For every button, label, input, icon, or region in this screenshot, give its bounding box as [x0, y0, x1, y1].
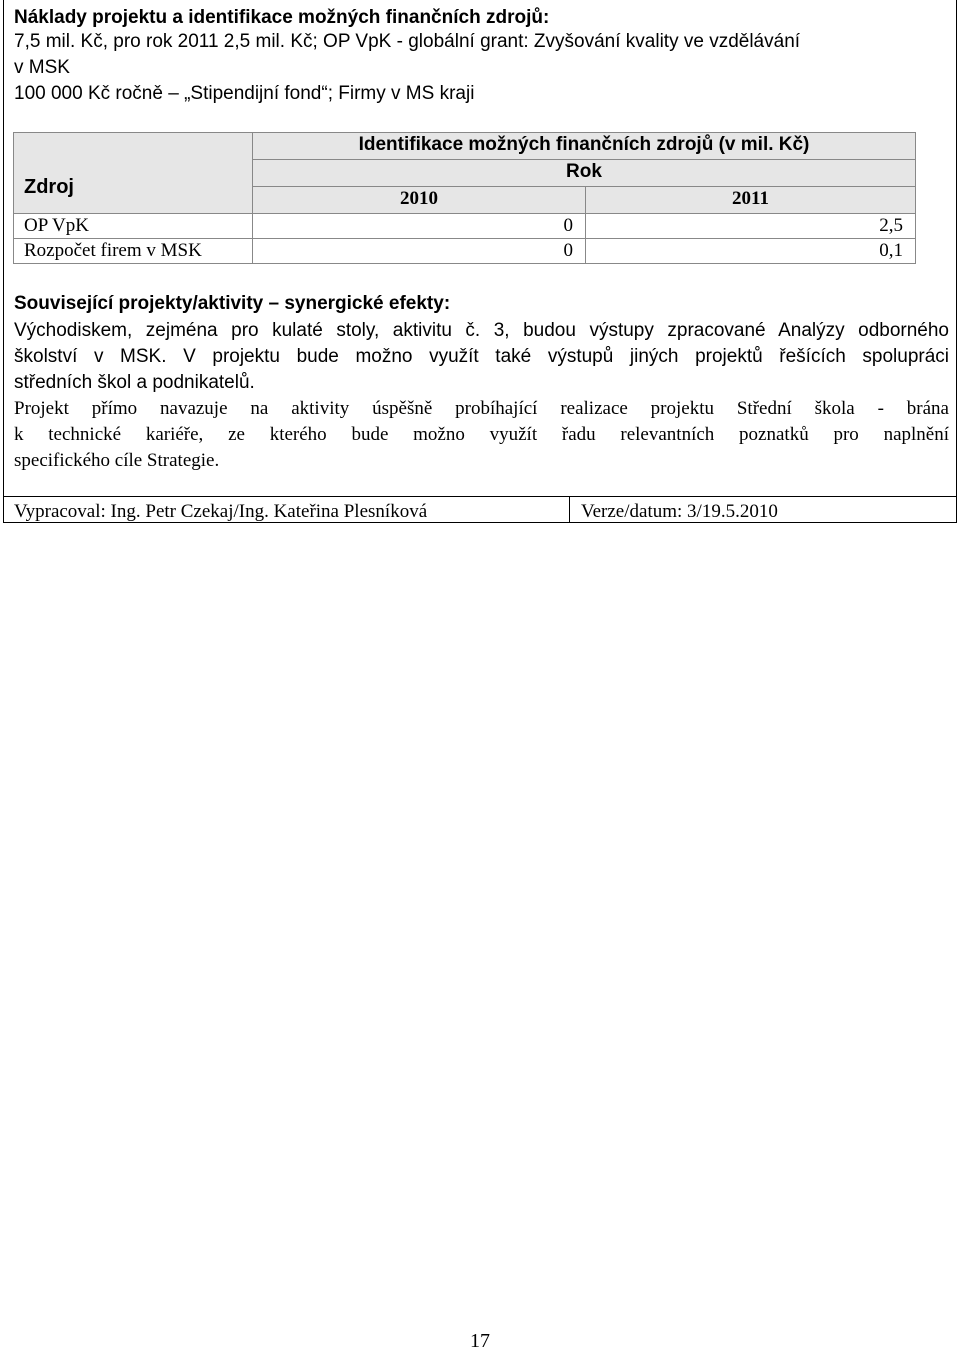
year-header: Rok	[252, 159, 916, 187]
row-opvpk-2011: 2,5	[585, 213, 916, 239]
source-header-cell	[13, 132, 253, 214]
related-text-line: středních škol a podnikatelů.	[14, 372, 255, 393]
related-text-line: školství v MSK. V projektu bude možno využít také výstupů jiných projektů řešících spolupráci	[14, 346, 949, 367]
page-number: 17	[470, 1330, 490, 1352]
funding-table	[13, 132, 916, 263]
related-heading: Související projekty/aktivity – synergické efekty:	[14, 293, 451, 314]
footer-divider	[569, 497, 570, 523]
related-text-line: specifického cíle Strategie.	[14, 450, 220, 471]
footer-version: Verze/datum: 3/19.5.2010	[581, 501, 778, 522]
row-opvpk-source: OP VpK	[13, 213, 253, 239]
year-2011-header: 2011	[585, 186, 916, 214]
related-text-line: k technické kariéře, ze kterého bude možno využít řadu relevantních poznatků pro naplnění	[14, 424, 949, 445]
cost-line-continued: v MSK	[14, 57, 70, 78]
related-text-line: Projekt přímo navazuje na aktivity úspěšně probíhající realizace projektu Střední škola - brána	[14, 398, 949, 419]
cost-line-fund: 100 000 Kč ročně – „Stipendijní fond“; Firmy v MS kraji	[14, 83, 475, 104]
footer-author: Vypracoval: Ing. Petr Czekaj/Ing. Kateřina Plesníková	[14, 501, 428, 522]
source-header: Zdroj	[24, 176, 74, 198]
cost-line: 7,5 mil. Kč, pro rok 2011 2,5 mil. Kč; OP VpK - globální grant: Zvyšování kvality ve vzdělávání	[14, 31, 801, 52]
related-text-line: Východiskem, zejména pro kulaté stoly, aktivitu č. 3, budou výstupy zpracované Analýzy odborného	[14, 320, 949, 341]
table-caption: Identifikace možných finančních zdrojů (v mil. Kč)	[252, 132, 916, 160]
row-firms-2011: 0,1	[585, 238, 916, 264]
year-2010-header: 2010	[252, 186, 586, 214]
row-firms-2010: 0	[252, 238, 586, 264]
section-title: Náklady projektu a identifikace možných finančních zdrojů:	[14, 7, 550, 28]
row-opvpk-2010: 0	[252, 213, 586, 239]
row-firms-source: Rozpočet firem v MSK	[13, 238, 253, 264]
